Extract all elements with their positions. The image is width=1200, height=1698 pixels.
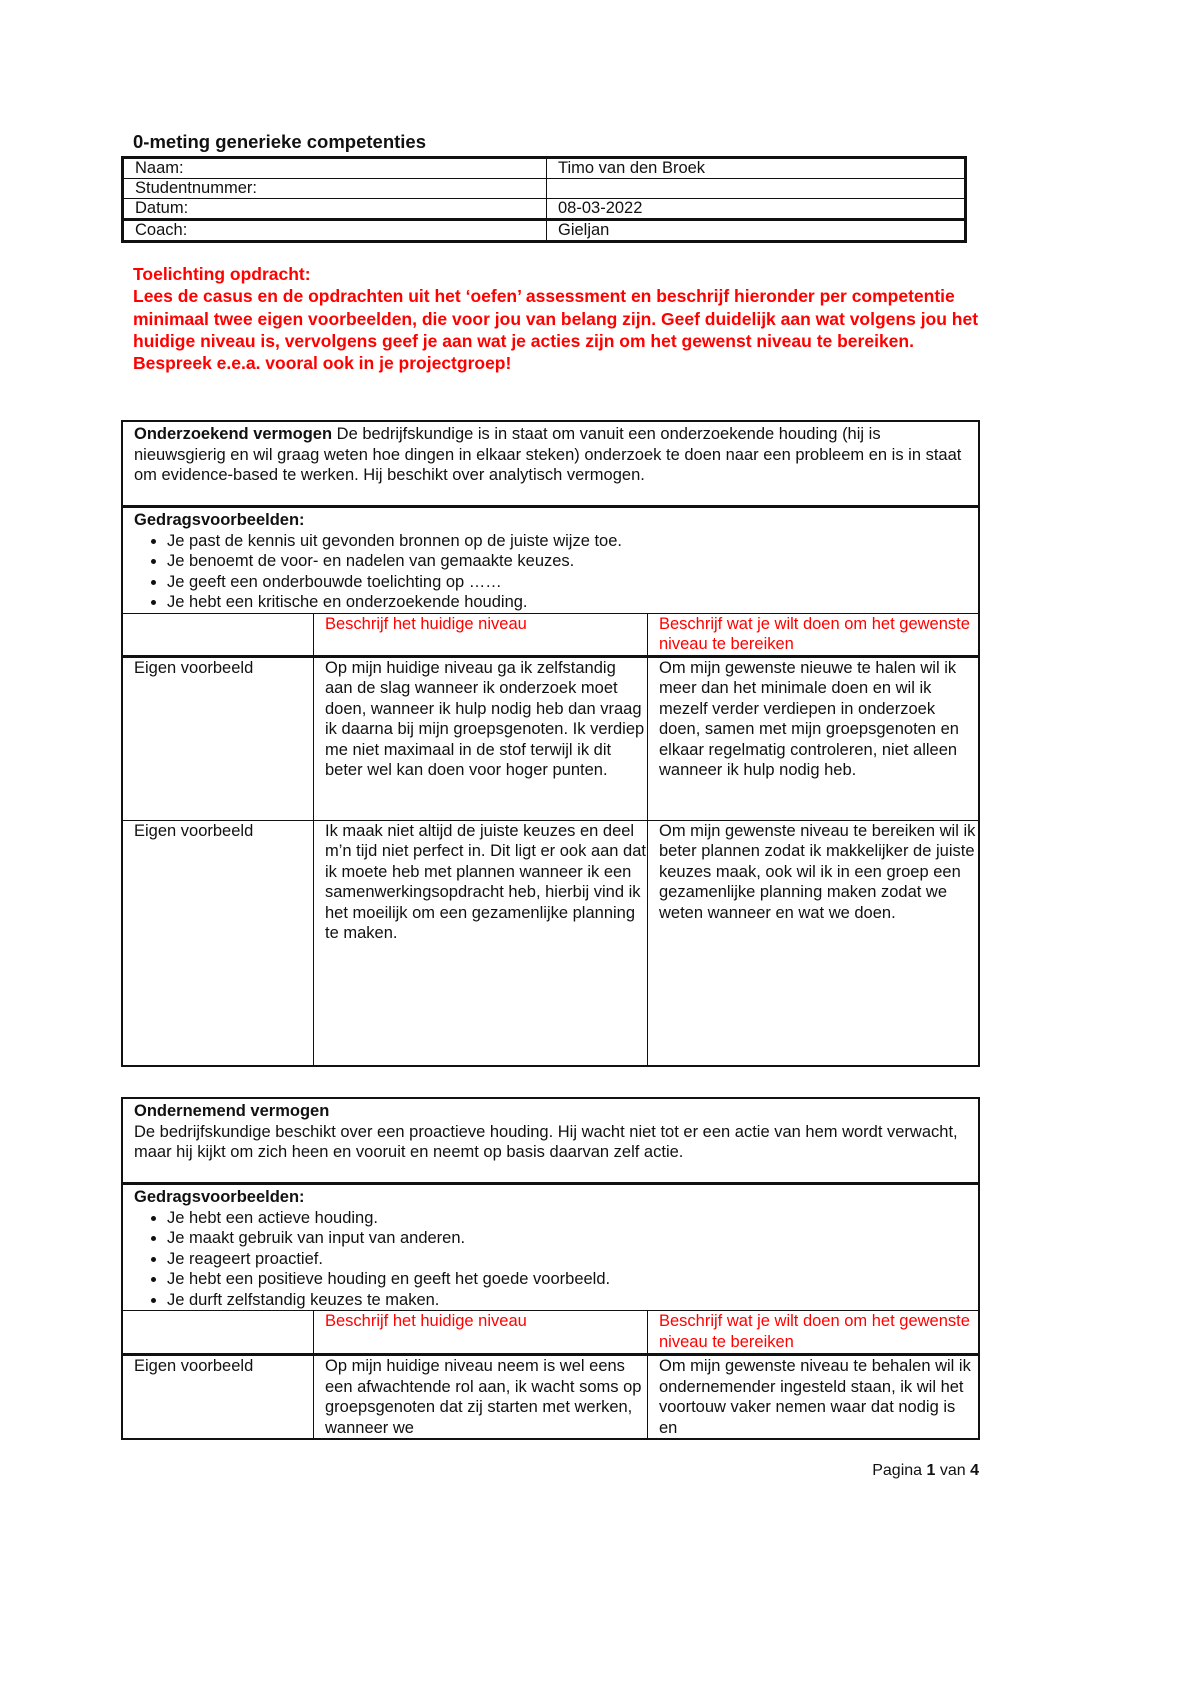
info-row: Coach: Gieljan	[123, 220, 966, 242]
behaviour-item: • Je geeft een onderbouwde toelichting op ……	[167, 572, 978, 593]
document-title: 0-meting generieke competenties	[133, 131, 427, 152]
competency-table-onderzoekend	[121, 420, 980, 1067]
behaviour-item: • Je past de kennis uit gevonden bronnen op de juiste wijze toe.	[167, 531, 978, 552]
behaviour-item: • Je hebt een actieve houding.	[167, 1208, 978, 1229]
info-row: Studentnummer:	[123, 179, 966, 199]
competency-table-ondernemend	[121, 1097, 980, 1440]
instructions-closing: Bespreek e.e.a. vooral ook in je projectgroep!	[133, 353, 512, 374]
behaviour-examples: Gedragsvoorbeelden: • Je past de kennis uit gevonden bronnen op de juiste wijze toe. • Je benoemt de voor- en nadelen van gemaakte keuzes. • Je geeft een onderbouwde toelichting op …… • Je hebt een kritische en onderzoekende houding.	[122, 507, 979, 614]
column-header-goal: Beschrijf wat je wilt doen om het gewenste niveau te bereiken	[648, 613, 980, 656]
behaviour-item: • Je reageert proactief.	[167, 1249, 978, 1270]
behaviour-item: • Je durft zelfstandig keuzes te maken.	[167, 1290, 978, 1311]
behaviour-item: • Je maakt gebruik van input van anderen.	[167, 1228, 978, 1249]
column-header-current: Beschrijf het huidige niveau	[314, 613, 648, 656]
info-row: Naam: Timo van den Broek	[123, 158, 966, 179]
column-header-current: Beschrijf het huidige niveau	[314, 1311, 648, 1355]
column-header-goal: Beschrijf wat je wilt doen om het gewenste niveau te bereiken	[648, 1311, 980, 1355]
competency-description: Onderzoekend vermogen De bedrijfskundige is in staat om vanuit een onderzoekende houding (hij is nieuwsgierig en wil graag weten hoe dingen in elkaar steken) onderzoek te doen naar een probleem en is in staat om evidence-based te werken. Hij beschikt over analytisch vermogen.	[122, 421, 979, 507]
page-footer: Pagina 1 van 4	[872, 1462, 979, 1479]
behaviour-examples: Gedragsvoorbeelden: • Je hebt een actieve houding. • Je maakt gebruik van input van anderen. • Je reageert proactief. • Je hebt een positieve houding en geeft het goede voorbeeld. • Je durft zelfstandig keuzes te maken.	[122, 1184, 979, 1311]
example-row: Eigen voorbeeld Ik maak niet altijd de juiste keuzes en deel m’n tijd niet perfect in. Dit ligt er ook aan dat ik moete heb met plannen wanneer ik een samenwerkingsopdracht heb, hierbij vind ik het moeilijk om een gezamenlijke planning te maken. Om mijn gewenste niveau te bereiken wil ik beter plannen zodat ik makkelijker de juiste keuzes maak, ook wil ik in een groep een gezamenlijke planning maken zodat we weten wanneer en wat we doen.	[122, 820, 979, 1066]
student-info-table	[121, 156, 967, 243]
instructions-heading: Toelichting opdracht:	[133, 264, 311, 284]
info-row: Datum: 08-03-2022	[123, 199, 966, 220]
example-row: Eigen voorbeeld Op mijn huidige niveau ga ik zelfstandig aan de slag wanneer ik onderzoek moet doen, wanneer ik hulp nodig heb dan vraag ik daarna bij mijn groepsgenoten. Ik verdiep me niet maximaal in de stof terwijl ik dit beter wel kan doen voor hoger punten. Om mijn gewenste nieuwe te halen wil ik meer dan het minimale doen en wil ik mezelf verder verdiepen in onderzoek doen, samen met mijn groepsgenoten en elkaar regelmatig controleren, niet alleen wanneer ik hulp nodig heb.	[122, 656, 979, 820]
behaviour-item: • Je benoemt de voor- en nadelen van gemaakte keuzes.	[167, 551, 978, 572]
competency-description: Ondernemend vermogen De bedrijfskundige beschikt over een proactieve houding. Hij wacht niet tot er een actie van hem wordt verwacht, maar hij kijkt om zich heen en vooruit en neemt op basis daarvan zelf actie.	[122, 1098, 979, 1184]
behaviour-item: • Je hebt een positieve houding en geeft het goede voorbeeld.	[167, 1269, 978, 1290]
behaviour-item: • Je hebt een kritische en onderzoekende houding.	[167, 592, 978, 613]
instructions	[133, 263, 983, 374]
instructions-body: Lees de casus en de opdrachten uit het ‘oefen’ assessment en beschrijf hieronder per competentie minimaal twee eigen voorbeelden, die voor jou van belang zijn. Geef duidelijk aan wat volgens jou het huidige niveau is, vervolgens geef je aan wat je acties zijn om het gewenst niveau te bereiken.	[133, 286, 979, 351]
example-row: Eigen voorbeeld Op mijn huidige niveau neem is wel eens een afwachtende rol aan, ik wacht soms op groepsgenoten dat zij starten met werken, wanneer we Om mijn gewenste niveau te behalen wil ik ondernemender ingesteld staan, ik wil het voortouw vaker nemen waar dat nodig is en	[122, 1355, 979, 1440]
